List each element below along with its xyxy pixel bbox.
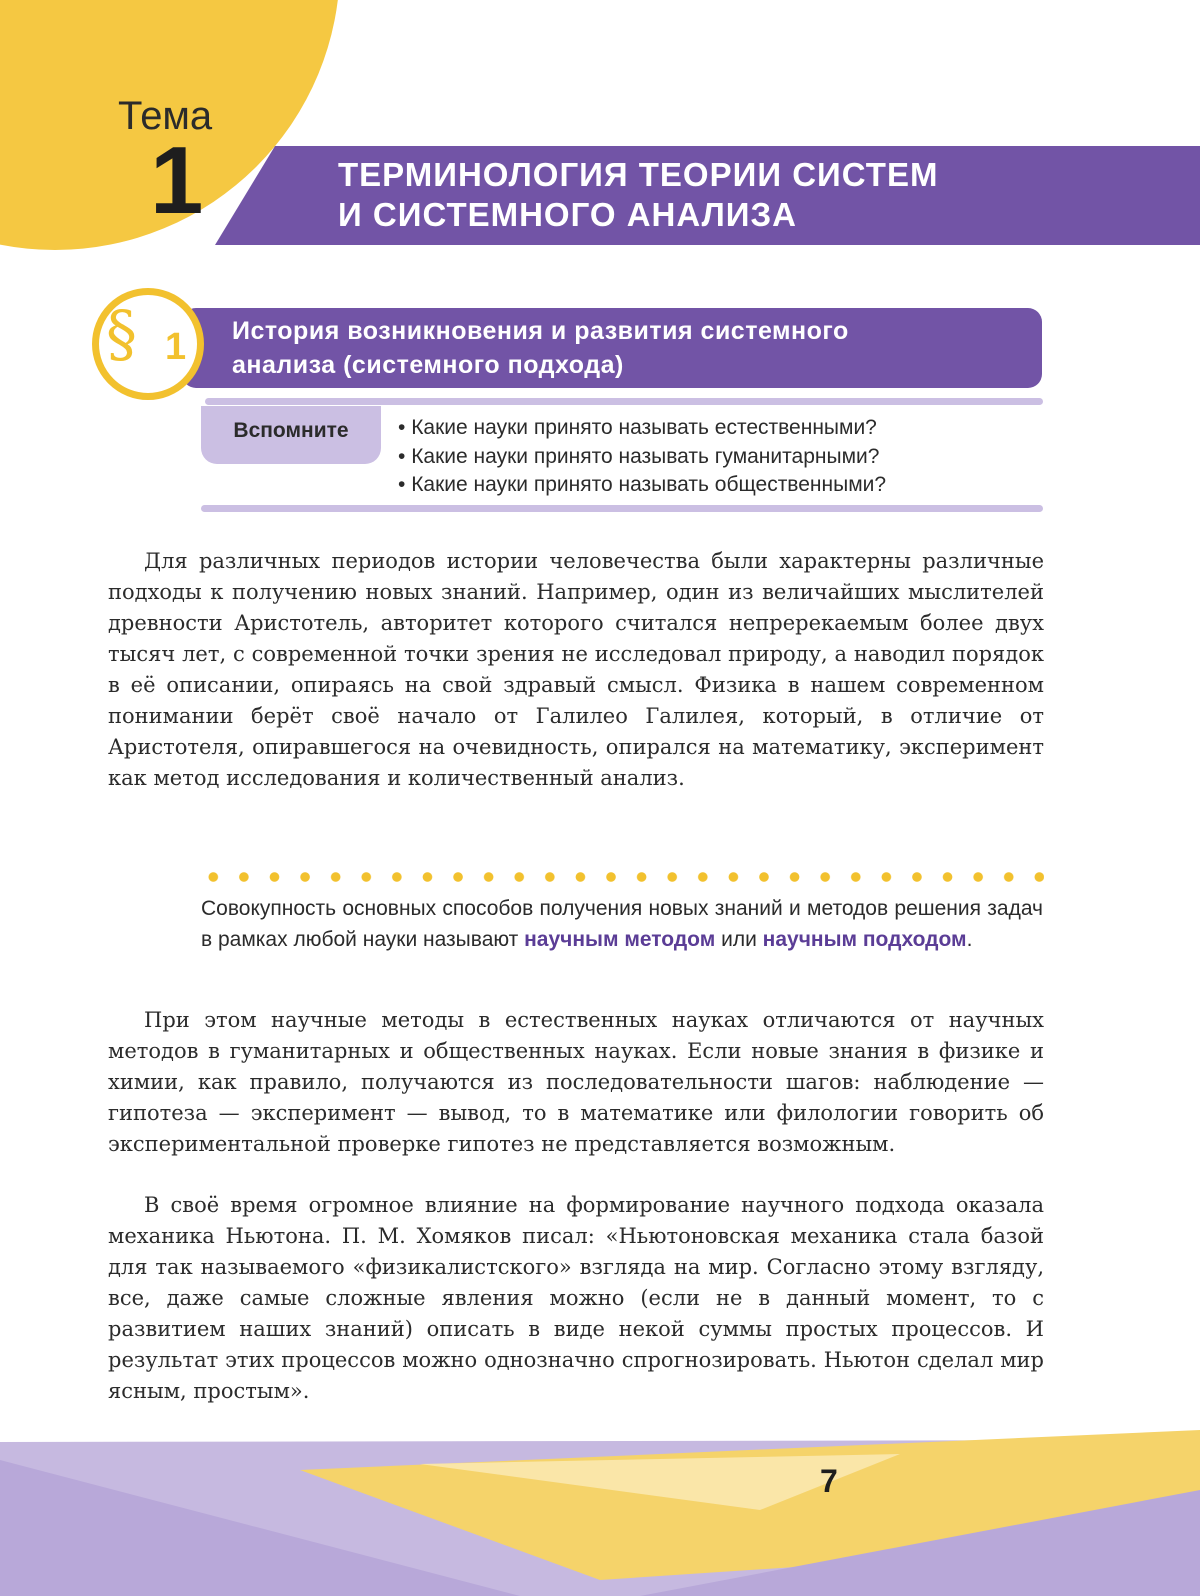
body-paragraph: Для различных периодов истории человечества были характерны различные подходы к получению новых знаний. Например, один из величайших мыслителей древности Аристотель, авторитет которого считался непререкаемым более двух тысяч лет, с современной точки зрения не исследовал природу, а наводил порядок в её описании, опираясь на свой здравый смысл. Физика в нашем современном понимании берёт своё начало от Галилео Галилея, который, в отличие от Аристотеля, опиравшегося на очевидность, опирался на математику, эксперимент как метод исследования и количественный анализ. (108, 549, 1044, 790)
list-item: • Какие науки принято называть гуманитарными? (398, 443, 886, 472)
footer-decoration (0, 1430, 1200, 1596)
definition-term: научным методом (524, 928, 716, 951)
definition-text: или (715, 928, 763, 951)
section-title-line: История возникновения и развития системного (232, 317, 849, 345)
list-item: • Какие науки принято называть естественными? (398, 414, 886, 443)
section-sign-icon: § (106, 297, 137, 370)
body-paragraph: При этом научные методы в естественных науках отличаются от научных методов в гуманитарных и общественных науках. Если новые знания в физике и химии, как правило, получаются из последовательности шагов: наблюдение — гипотеза — эксперимент — вывод, то в математике или филологии говорить об экспериментальной проверке гипотез не представляется возможным. (108, 1008, 1044, 1156)
remember-divider (201, 505, 1043, 512)
topic-number: 1 (150, 127, 204, 234)
definition-block (201, 893, 1043, 955)
list-item: • Какие науки принято называть общественными? (398, 471, 886, 500)
chapter-title-line: И СИСТЕМНОГО АНАЛИЗА (338, 196, 797, 233)
definition-text: . (966, 928, 973, 951)
dotted-divider (198, 870, 1044, 884)
section-title-line: анализа (системного подхода) (232, 351, 624, 379)
definition-text: Совокупность основных способов получения новых знаний и методов решения задач в рамках любой науки называют (201, 897, 1043, 951)
section-divider (205, 398, 1043, 405)
definition-term: научным подходом (762, 928, 967, 951)
section-number: 1 (165, 326, 187, 368)
remember-questions (398, 414, 886, 500)
body-paragraph: В своё время огромное влияние на формирование научного подхода оказала механика Ньютона. П. М. Хомяков писал: «Ньютоновская механика стала базой для так называемого «физикалистского» взгляда на мир. Согласно этому взгляду, все, даже самые сложные явления можно (если не в данный момент, то с развитием наших знаний) описать в виде некой суммы простых процессов. И результат этих процессов можно однозначно спрогнозировать. Ньютон сделал мир ясным, простым». (108, 1193, 1044, 1403)
remember-label: Вспомните (233, 419, 349, 442)
chapter-title-line: ТЕРМИНОЛОГИЯ ТЕОРИИ СИСТЕМ (338, 156, 939, 193)
section-title (232, 314, 1032, 382)
page-number: 7 (820, 1463, 838, 1499)
chapter-title (338, 155, 1158, 235)
topic-label: Тема (118, 94, 213, 138)
